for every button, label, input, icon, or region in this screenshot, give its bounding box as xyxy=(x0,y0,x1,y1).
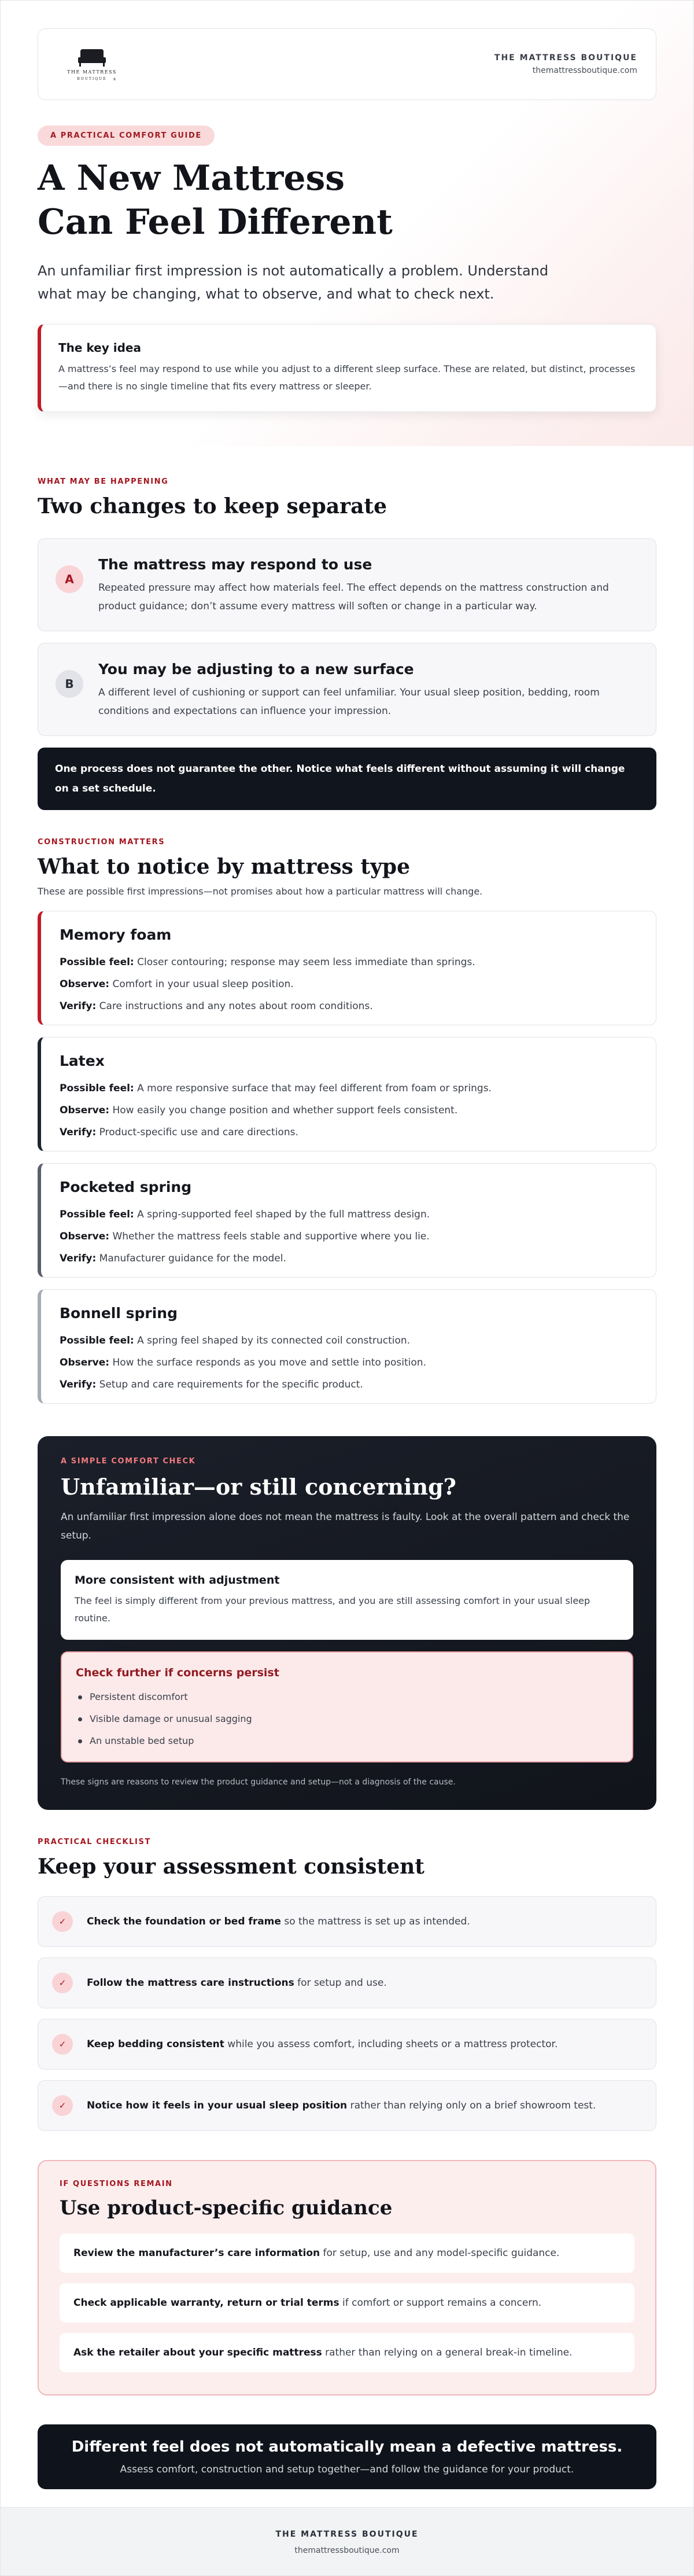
guidance-panel xyxy=(38,2160,656,2395)
page-title-line-1: A New Mattress xyxy=(38,158,345,198)
checklist-item xyxy=(38,1957,656,2008)
site-footer xyxy=(1,2507,693,2575)
guidance-eyebrow: IF QUESTIONS REMAIN xyxy=(60,2180,173,2188)
type-verify xyxy=(60,1121,638,1143)
guidance-item-bold: Ask the retailer about your specific mattress xyxy=(73,2347,322,2358)
type-feel xyxy=(60,951,638,973)
checklist-item-bold: Check the foundation or bed frame xyxy=(87,1916,281,1927)
checklist-title: Keep your assessment consistent xyxy=(38,1854,424,1879)
changes-title: Two changes to keep separate xyxy=(38,494,387,518)
changes-note: One process does not guarantee the other. Notice what feels different without assuming it will change on a set schedule. xyxy=(38,748,656,810)
key-idea-title: The key idea xyxy=(58,341,141,355)
logo-line-1: THE MATTRESS xyxy=(67,69,117,75)
type-feel xyxy=(60,1330,638,1352)
type-title: Memory foam xyxy=(60,926,172,943)
checklist-item-text: for setup and use. xyxy=(294,1977,387,1989)
type-feel-label: Possible feel: xyxy=(60,956,134,968)
guidance-item xyxy=(60,2233,634,2273)
type-feel xyxy=(60,1204,638,1226)
change-text-a: Repeated pressure may affect how materials feel. The effect depends on the mattress construction and product guidance; don’t assume every mattress will soften or change in a particular way. xyxy=(98,582,609,612)
comfort-check-eyebrow: A SIMPLE COMFORT CHECK xyxy=(61,1457,196,1466)
guidance-item xyxy=(60,2283,634,2323)
concern-item: Visible damage or unusual sagging xyxy=(76,1708,618,1730)
concern-list xyxy=(76,1686,618,1752)
type-verify xyxy=(60,1247,638,1269)
checklist-item-text: rather than relying only on a brief showroom test. xyxy=(347,2100,596,2111)
type-verify-text: Care instructions and any notes about room conditions. xyxy=(96,1000,373,1012)
type-feel-label: Possible feel: xyxy=(60,1083,134,1094)
concern-card xyxy=(61,1651,633,1762)
consistent-text: The feel is simply different from your previous mattress, and you are still assessing comfort in your usual sleep routine. xyxy=(75,1595,590,1624)
type-observe-label: Observe: xyxy=(60,978,110,990)
checklist-item xyxy=(38,2080,656,2131)
brand-name: THE MATTRESS BOUTIQUE xyxy=(494,53,637,62)
changes-eyebrow: WHAT MAY BE HAPPENING xyxy=(38,477,169,486)
type-card-pocketed-spring xyxy=(38,1163,656,1278)
concern-title: Check further if concerns persist xyxy=(76,1666,279,1679)
checklist-item-bold: Keep bedding consistent xyxy=(87,2038,224,2050)
hero-lead: An unfamiliar first impression is not automatically a problem. Understand what may be changing, what to observe, and what to check next. xyxy=(38,263,549,302)
check-icon: ✓ xyxy=(52,2034,73,2055)
comfort-check-panel xyxy=(38,1436,656,1810)
type-verify-label: Verify: xyxy=(60,1379,97,1390)
check-icon: ✓ xyxy=(52,2095,73,2116)
final-banner-subtitle: Assess comfort, construction and setup together—and follow the guidance for your product. xyxy=(120,2464,574,2475)
checklist-item-bold: Notice how it feels in your usual sleep position xyxy=(87,2100,348,2111)
change-text-b: A different level of cushioning or support can feel unfamiliar. Your usual sleep position, bedding, room conditions and expectations can influence your impression. xyxy=(98,687,600,717)
type-verify xyxy=(60,995,638,1017)
type-observe xyxy=(60,1226,638,1247)
brand-url[interactable]: themattressboutique.com xyxy=(532,66,637,75)
hero-section xyxy=(1,1,693,446)
guidance-item xyxy=(60,2333,634,2372)
checklist-item-bold: Follow the mattress care instructions xyxy=(87,1977,294,1989)
change-title-b: You may be adjusting to a new surface xyxy=(98,661,414,678)
type-verify-label: Verify: xyxy=(60,1000,97,1012)
type-feel-label: Possible feel: xyxy=(60,1335,134,1346)
type-observe xyxy=(60,973,638,995)
type-observe-text: How the surface responds as you move and settle into position. xyxy=(109,1357,426,1368)
change-badge-b: B xyxy=(56,670,83,698)
type-feel xyxy=(60,1077,638,1099)
checklist-item-text: so the mattress is set up as intended. xyxy=(280,1916,470,1927)
footer-brand-name: THE MATTRESS BOUTIQUE xyxy=(275,2530,419,2539)
checklist-item xyxy=(38,1896,656,1947)
guidance-item-text: rather than relying on a general break-in timeline. xyxy=(322,2347,573,2358)
page-title-line-2: Can Feel Different xyxy=(38,202,393,242)
guidance-item-text: if comfort or support remains a concern. xyxy=(339,2297,542,2309)
check-icon: ✓ xyxy=(52,1911,73,1932)
header-brand xyxy=(494,53,637,75)
type-feel-text: Closer contouring; response may seem less immediate than springs. xyxy=(134,956,475,968)
construction-sub: These are possible first impressions—not promises about how a particular mattress will change. xyxy=(38,886,483,897)
check-icon: ✓ xyxy=(52,1973,73,1993)
comfort-check-title: Unfamiliar—or still concerning? xyxy=(61,1474,456,1500)
site-header xyxy=(38,28,656,100)
type-feel-text: A spring-supported feel shaped by the full mattress design. xyxy=(134,1209,430,1220)
bed-logo-icon xyxy=(57,41,127,87)
key-idea-text: A mattress’s feel may respond to use while you adjust to a different sleep surface. These are related, but distinct, processes—and there is no single timeline that fits every mattress or sleeper. xyxy=(58,363,636,392)
final-banner xyxy=(38,2424,656,2489)
guidance-section xyxy=(1,2131,693,2395)
logo-line-2: BOUTIQUE xyxy=(77,77,107,81)
comfort-check-lead: An unfamiliar first impression alone does not mean the mattress is faulty. Look at the overall pattern and check the setup. xyxy=(61,1511,630,1541)
guide-pill: A PRACTICAL COMFORT GUIDE xyxy=(38,126,215,146)
construction-title: What to notice by mattress type xyxy=(38,855,410,879)
changes-section xyxy=(1,446,693,810)
checklist-item xyxy=(38,2019,656,2070)
change-badge-a: A xyxy=(56,565,83,593)
type-verify-label: Verify: xyxy=(60,1253,97,1264)
change-card-b xyxy=(38,643,656,736)
consistent-title: More consistent with adjustment xyxy=(75,1574,280,1587)
type-verify-label: Verify: xyxy=(60,1127,97,1138)
key-idea-card xyxy=(38,324,656,412)
type-verify-text: Product-specific use and care directions. xyxy=(96,1127,298,1138)
type-card-bonnell-spring xyxy=(38,1289,656,1404)
checklist-section xyxy=(1,1810,693,2131)
page-title xyxy=(38,156,442,244)
guidance-title: Use product-specific guidance xyxy=(60,2196,393,2220)
type-title: Latex xyxy=(60,1053,105,1069)
change-title-a: The mattress may respond to use xyxy=(98,556,372,573)
mattress-type-list xyxy=(38,911,656,1404)
footer-url[interactable]: themattressboutique.com xyxy=(294,2546,400,2555)
guidance-item-bold: Review the manufacturer’s care information xyxy=(73,2247,320,2259)
final-banner-title: Different feel does not automatically mean a defective mattress. xyxy=(71,2438,623,2456)
type-observe xyxy=(60,1352,638,1374)
concern-item: Persistent discomfort xyxy=(76,1686,618,1708)
guidance-item-text: for setup, use and any model-specific guidance. xyxy=(320,2247,560,2259)
type-observe-label: Observe: xyxy=(60,1357,110,1368)
concern-item: An unstable bed setup xyxy=(76,1730,618,1752)
brand-logo[interactable] xyxy=(54,38,130,90)
type-feel-text: A spring feel shaped by its connected coil construction. xyxy=(134,1335,411,1346)
change-card-a xyxy=(38,538,656,631)
final-banner-section xyxy=(1,2395,693,2489)
type-feel-label: Possible feel: xyxy=(60,1209,134,1220)
type-card-memory-foam xyxy=(38,911,656,1025)
type-verify-text: Setup and care requirements for the specific product. xyxy=(96,1379,363,1390)
checklist-eyebrow: PRACTICAL CHECKLIST xyxy=(38,1838,151,1846)
type-observe-label: Observe: xyxy=(60,1231,110,1242)
svg-text:®: ® xyxy=(113,78,116,82)
guidance-item-bold: Check applicable warranty, return or trial terms xyxy=(73,2297,339,2309)
type-observe-text: How easily you change position and whether support feels consistent. xyxy=(109,1105,458,1116)
type-observe-label: Observe: xyxy=(60,1105,110,1116)
type-title: Pocketed spring xyxy=(60,1179,192,1195)
type-card-latex xyxy=(38,1037,656,1151)
checklist-item-text: while you assess comfort, including sheets or a mattress protector. xyxy=(224,2038,558,2050)
type-observe-text: Whether the mattress feels stable and supportive where you lie. xyxy=(109,1231,430,1242)
type-verify xyxy=(60,1374,638,1396)
type-feel-text: A more responsive surface that may feel different from foam or springs. xyxy=(134,1083,492,1094)
construction-eyebrow: CONSTRUCTION MATTERS xyxy=(38,838,165,847)
type-observe-text: Comfort in your usual sleep position. xyxy=(109,978,294,990)
type-observe xyxy=(60,1099,638,1121)
construction-section xyxy=(1,810,693,1404)
consistent-card xyxy=(61,1560,633,1640)
comfort-check-section xyxy=(1,1404,693,1810)
type-verify-text: Manufacturer guidance for the model. xyxy=(96,1253,286,1264)
type-title: Bonnell spring xyxy=(60,1305,178,1322)
comfort-check-footnote: These signs are reasons to review the product guidance and setup—not a diagnosis of the cause. xyxy=(61,1778,456,1787)
